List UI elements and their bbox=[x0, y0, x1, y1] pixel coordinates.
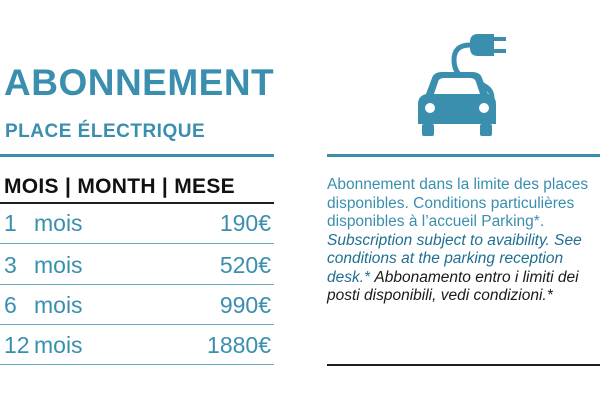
divider bbox=[327, 154, 600, 157]
row-duration: 3 bbox=[4, 252, 17, 278]
divider bbox=[0, 243, 274, 244]
ev-car-plug-icon bbox=[408, 30, 520, 147]
divider bbox=[0, 324, 274, 325]
row-duration: 12 bbox=[4, 332, 30, 358]
divider bbox=[0, 202, 274, 204]
page-subtitle: PLACE ÉLECTRIQUE bbox=[5, 121, 206, 142]
divider bbox=[0, 154, 274, 157]
row-price: 990€ bbox=[219, 292, 271, 318]
divider bbox=[0, 284, 274, 285]
conditions-fr: Abonnement dans la limite des places disponibles. Conditions particulières disponibles à l’accueil Parking*. bbox=[327, 176, 589, 230]
divider bbox=[0, 364, 274, 365]
row-price: 190€ bbox=[219, 210, 271, 236]
page-title: ABONNEMENT bbox=[4, 62, 275, 103]
table-header: MOIS | MONTH | MESE bbox=[4, 175, 235, 198]
divider bbox=[327, 364, 600, 366]
row-unit: mois bbox=[34, 332, 83, 358]
row-price: 520€ bbox=[219, 252, 271, 278]
conditions-en: Subscription subject to avaibility. See conditions at the parking reception desk.* bbox=[327, 231, 582, 286]
row-duration: 6 bbox=[4, 292, 17, 318]
row-duration: 1 bbox=[4, 210, 17, 236]
row-unit: mois bbox=[34, 252, 83, 278]
row-price: 1880€ bbox=[207, 332, 271, 358]
row-unit: mois bbox=[34, 210, 83, 236]
conditions-it: Abbonamento entro i limiti dei posti disponibili, vedi condizioni.* bbox=[327, 268, 579, 304]
row-unit: mois bbox=[34, 292, 83, 318]
conditions-text bbox=[327, 176, 599, 306]
